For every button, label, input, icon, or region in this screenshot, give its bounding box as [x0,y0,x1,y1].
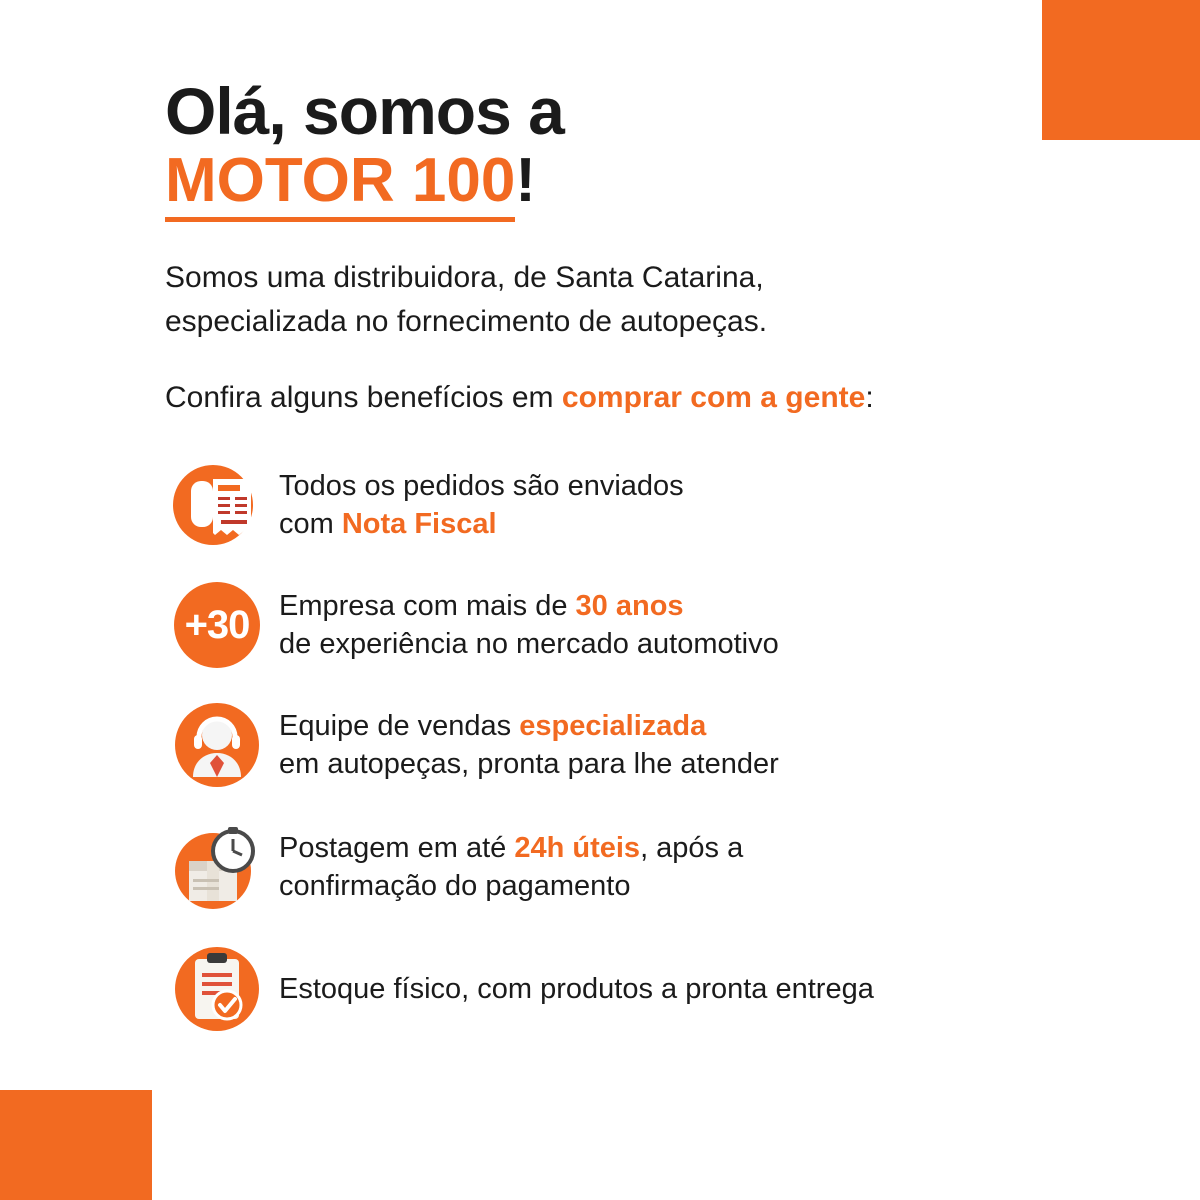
intro-line-1: Somos uma distribuidora, de Santa Catarina, [165,261,764,294]
brand-name: MOTOR 100 [165,146,515,222]
list-item-line-2-accent: Nota Fiscal [341,508,497,540]
list-item-line-1: Todos os pedidos são enviados [279,469,684,502]
decorative-corner-top-right [1042,0,1200,140]
page-title-line2 [165,146,1065,215]
list-item-line-2: de experiência no mercado automotivo [279,628,779,660]
decorative-corner-bottom-left [0,1090,152,1200]
package-stopwatch-icon [165,817,269,917]
list-item [165,577,1065,673]
list-item-line-1-accent: 30 anos [575,589,684,622]
list-item-line-2: em autopeças, pronta para lhe atender [279,748,779,780]
list-item-line-1-prefix: Empresa com mais de [279,589,576,622]
list-item-line-1 [279,829,743,867]
page-title-line1: Olá, somos a [165,74,564,148]
headset-agent-icon [165,697,269,793]
list-item-text [269,587,779,664]
list-item [165,457,1065,553]
list-item [165,697,1065,793]
list-item-text [269,970,874,1008]
list-item-line-1: Estoque físico, com produtos a pronta entrega [279,972,874,1005]
main-content [165,74,1065,1061]
clipboard-check-icon [165,941,269,1037]
list-item-line-1-prefix: Postagem em até [279,831,515,864]
benefits-lead [165,381,1065,415]
benefits-lead-suffix: : [865,381,874,414]
years-badge-icon [165,582,269,668]
receipt-icon [165,457,269,553]
list-item-line-1-accent: 24h úteis [514,831,641,864]
list-item-text [269,829,743,906]
benefits-lead-accent: comprar com a gente [561,381,866,414]
list-item-line-1-suffix: , após a [640,831,744,864]
list-item-line-1 [279,707,779,745]
benefits-list [165,457,1065,1037]
list-item-line-2: confirmação do pagamento [279,870,631,902]
list-item-line-1-accent: especializada [519,709,707,742]
benefits-lead-prefix: Confira alguns benefícios em [165,381,562,414]
list-item [165,817,1065,917]
list-item-text [269,707,779,784]
intro-paragraph [165,256,1065,343]
list-item-text [269,467,684,544]
list-item-line-1 [279,587,779,625]
list-item [165,941,1065,1037]
years-badge-label: +30 [174,582,260,668]
list-item-line-1-prefix: Equipe de vendas [279,709,520,742]
list-item-line-2-prefix: com [279,508,342,540]
list-item-line-2 [279,505,684,543]
brand-exclamation: ! [515,146,536,215]
intro-line-2: especializada no fornecimento de autopeças. [165,304,768,338]
